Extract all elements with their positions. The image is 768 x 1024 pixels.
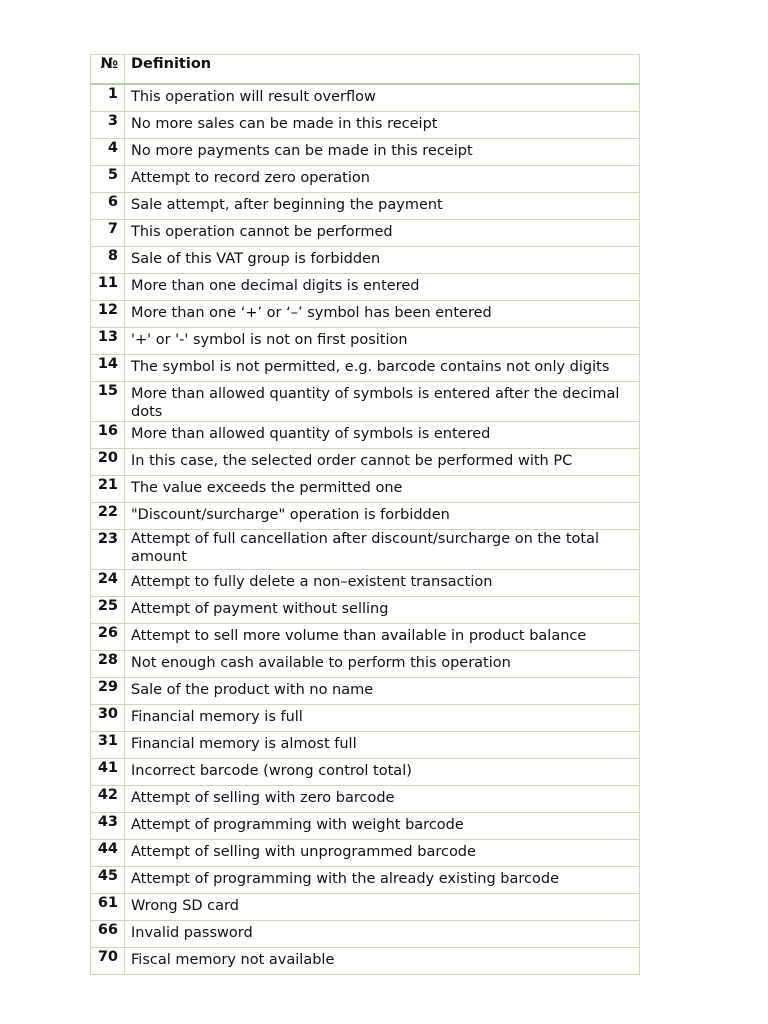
table-row	[91, 354, 640, 381]
error-code: 4	[91, 138, 125, 165]
table-row	[91, 381, 640, 421]
error-code: 45	[91, 866, 125, 893]
error-definition: More than one decimal digits is entered	[125, 273, 640, 300]
error-code: 1	[91, 84, 125, 111]
error-definition: Attempt of programming with the already existing barcode	[125, 866, 640, 893]
error-code: 21	[91, 475, 125, 502]
table-body	[91, 84, 640, 974]
table-row	[91, 475, 640, 502]
error-code: 6	[91, 192, 125, 219]
table-row	[91, 785, 640, 812]
table-row	[91, 866, 640, 893]
error-code: 22	[91, 502, 125, 529]
error-definition: Fiscal memory not available	[125, 947, 640, 974]
error-definition: More than allowed quantity of symbols is entered after the decimal dots	[125, 381, 640, 421]
error-code: 3	[91, 111, 125, 138]
table-row	[91, 84, 640, 111]
error-code: 20	[91, 448, 125, 475]
table-row	[91, 327, 640, 354]
error-definition: No more sales can be made in this receipt	[125, 111, 640, 138]
error-definition: Invalid password	[125, 920, 640, 947]
table-header-row	[91, 55, 640, 85]
table-row	[91, 502, 640, 529]
table-row	[91, 677, 640, 704]
error-definition: Attempt to sell more volume than available in product balance	[125, 623, 640, 650]
error-definition: The symbol is not permitted, e.g. barcode contains not only digits	[125, 354, 640, 381]
error-code: 11	[91, 273, 125, 300]
error-definition: Attempt to record zero operation	[125, 165, 640, 192]
error-code: 8	[91, 246, 125, 273]
error-code: 41	[91, 758, 125, 785]
error-code: 70	[91, 947, 125, 974]
error-definition: Sale of this VAT group is forbidden	[125, 246, 640, 273]
error-definition: Wrong SD card	[125, 893, 640, 920]
error-definition: '+' or '-' symbol is not on first position	[125, 327, 640, 354]
error-code: 43	[91, 812, 125, 839]
table-row	[91, 596, 640, 623]
error-definition: Financial memory is almost full	[125, 731, 640, 758]
error-definition: Sale of the product with no name	[125, 677, 640, 704]
table-row	[91, 623, 640, 650]
table-row	[91, 839, 640, 866]
definition-column-header: Definition	[125, 55, 640, 85]
error-definition: More than one ‘+’ or ‘–’ symbol has been entered	[125, 300, 640, 327]
error-code: 31	[91, 731, 125, 758]
table-row	[91, 219, 640, 246]
error-code: 12	[91, 300, 125, 327]
error-definition: Attempt of selling with unprogrammed barcode	[125, 839, 640, 866]
error-definition: Attempt of selling with zero barcode	[125, 785, 640, 812]
error-definition: Attempt of programming with weight barcode	[125, 812, 640, 839]
error-definition: This operation will result overflow	[125, 84, 640, 111]
table-row	[91, 111, 640, 138]
table-row	[91, 758, 640, 785]
error-definition: Incorrect barcode (wrong control total)	[125, 758, 640, 785]
error-definition: More than allowed quantity of symbols is entered	[125, 421, 640, 448]
error-definition: Financial memory is full	[125, 704, 640, 731]
error-definition: In this case, the selected order cannot be performed with PC	[125, 448, 640, 475]
error-definition: Attempt to fully delete a non–existent transaction	[125, 569, 640, 596]
error-definition: This operation cannot be performed	[125, 219, 640, 246]
error-code: 28	[91, 650, 125, 677]
table-row	[91, 920, 640, 947]
error-code: 23	[91, 529, 125, 569]
table-row	[91, 650, 640, 677]
table-row	[91, 165, 640, 192]
error-definition: The value exceeds the permitted one	[125, 475, 640, 502]
error-definition: No more payments can be made in this receipt	[125, 138, 640, 165]
error-code: 24	[91, 569, 125, 596]
error-code: 61	[91, 893, 125, 920]
table-row	[91, 893, 640, 920]
error-code: 15	[91, 381, 125, 421]
error-code: 29	[91, 677, 125, 704]
error-code: 66	[91, 920, 125, 947]
error-code: 42	[91, 785, 125, 812]
number-column-header: №	[91, 55, 125, 85]
table-row	[91, 421, 640, 448]
error-code: 30	[91, 704, 125, 731]
error-definition: "Discount/surcharge" operation is forbidden	[125, 502, 640, 529]
error-codes-table	[90, 54, 640, 975]
error-code: 14	[91, 354, 125, 381]
table-row	[91, 529, 640, 569]
error-code: 5	[91, 165, 125, 192]
table-row	[91, 731, 640, 758]
table-row	[91, 273, 640, 300]
table-row	[91, 812, 640, 839]
error-code: 7	[91, 219, 125, 246]
table-row	[91, 138, 640, 165]
error-code: 25	[91, 596, 125, 623]
table-row	[91, 448, 640, 475]
table-row	[91, 947, 640, 974]
table-row	[91, 246, 640, 273]
error-code: 26	[91, 623, 125, 650]
table-row	[91, 300, 640, 327]
error-definition: Not enough cash available to perform this operation	[125, 650, 640, 677]
error-code: 16	[91, 421, 125, 448]
error-code: 13	[91, 327, 125, 354]
table-row	[91, 704, 640, 731]
error-code: 44	[91, 839, 125, 866]
table-row	[91, 569, 640, 596]
error-definition: Attempt of payment without selling	[125, 596, 640, 623]
error-definition: Sale attempt, after beginning the payment	[125, 192, 640, 219]
error-definition: Attempt of full cancellation after discount/surcharge on the total amount	[125, 529, 640, 569]
table-row	[91, 192, 640, 219]
